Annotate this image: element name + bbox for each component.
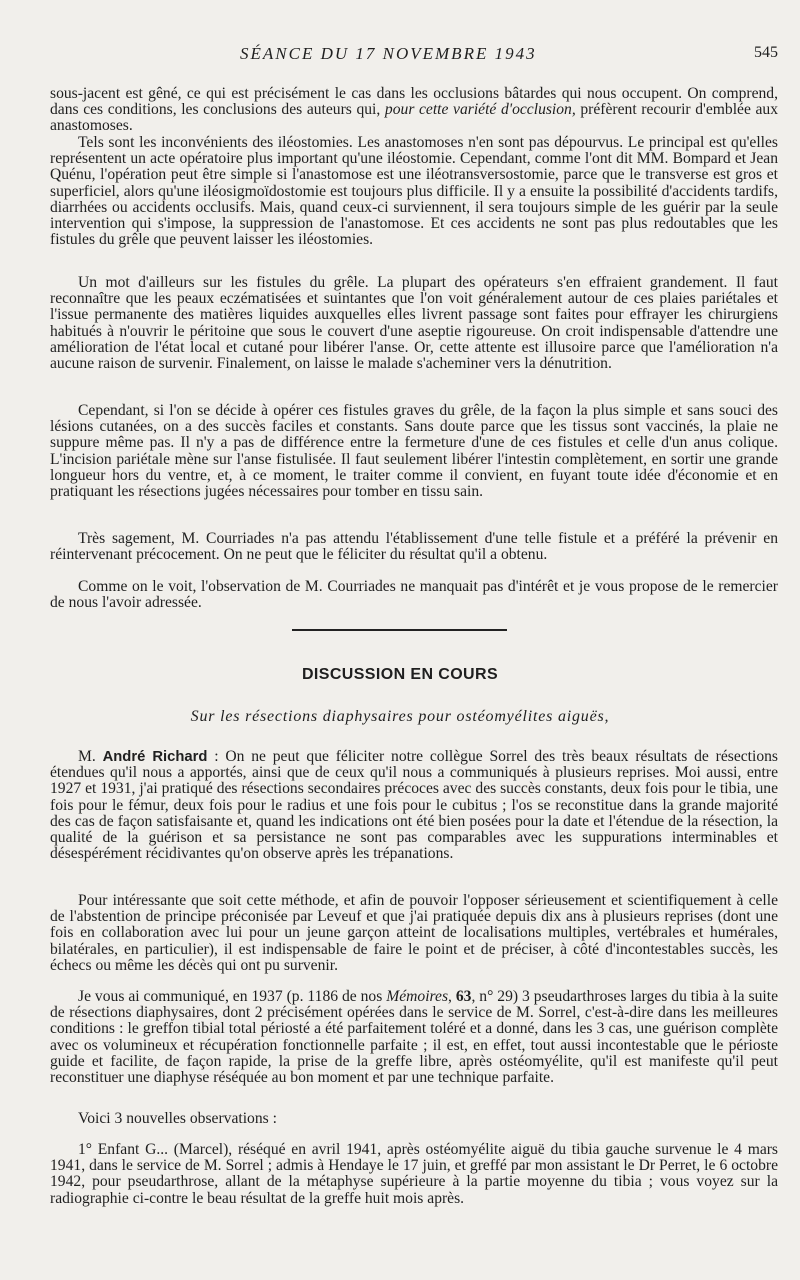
paragraph-text: préfèrent recourir d'emblée aux anastomoses.: [50, 101, 779, 135]
speaker-name: André Richard: [102, 749, 208, 765]
page-number: 545: [754, 44, 778, 61]
paragraph-conclusion: Comme on le voit, l'observation de M. Courriades ne manquait pas d'intérêt et je vous propose de le remercier de nous l'avoir adressée.: [50, 578, 778, 612]
paragraph-text: : On ne peut que féliciter notre collègue Sorrel des très beaux résultats de résections étendues qu'il nous a apportés, ainsi que de ceux qu'il nous a communiqués à plusieurs reprises. Moi aussi, entre 1927 et 1931, j'ai pratiqué des résections secondaires précoces avec des succès constants, deux fois pour le tibia, une fois pour le fémur, deux fois pour le radius et une fois pour le cubitus ; l'os se reconstitue dans la grande majorité des cas de façon satisfaisante et, quand les indications ont été bien posées pour la date et l'étendue de la résection, la qualité de la guérison et sa persistance ne sont pas comparables avec les suppurations interminables et désespérément récidivantes qu'on observe après les trépanations.: [50, 748, 778, 863]
running-title: SÉANCE DU 17 NOVEMBRE 1943: [240, 44, 537, 63]
section-divider: [292, 629, 507, 631]
running-head: [0, 44, 800, 68]
paragraph-methode: Pour intéressante que soit cette méthode, et afin de pouvoir l'opposer sérieusement et scientifiquement à celle de l'abstention de principe préconisée par Leveuf et que j'ai pratiquée depuis dix ans à plusieurs reprises (dont une fois en collaboration avec lui pour un jeune garçon atteint de localisations multiples, vertébrales et humérales, bilatérales, en particulier), il est indispensable de faire le point et de préciser, à côté d'incontestables succès, les échecs ou même les décès qui ont pu survenir.: [50, 892, 778, 974]
paragraph-observations: Voici 3 nouvelles observations :: [78, 1110, 277, 1127]
paragraph-text: Je vous ai communiqué, en 1937 (p. 1186 de nos: [78, 988, 387, 1005]
paragraph-courriades: Très sagement, M. Courriades n'a pas attendu l'établissement d'une telle fistule et a préféré la prévenir en réintervenant précocement. On ne peut que le féliciter du résultat qu'il a obtenu.: [50, 530, 778, 564]
paragraph-operer-fistules: Cependant, si l'on se décide à opérer ces fistules graves du grêle, de la façon la plus simple et sans souci des lésions cutanées, on a des succès faciles et constants. Sans doute parce que les tissus sont vaccinés, la plaie ne suppure même pas. Il n'y a pas de différence entre la fermeture d'une de ces fistules et celle d'un anus colique. L'incision pariétale mène sur l'anse fistulisée. Il faut seulement libérer l'intestin complètement, en sortir une grande longueur hors du ventre, et, à ce moment, le traiter comme il convient, en fuyant toute idée d'économie et en pratiquant les résections jugées nécessaires pour tomber en tissu sain.: [50, 402, 778, 501]
volume-number: 63: [455, 988, 472, 1005]
speaker-prefix: M.: [78, 748, 103, 765]
section-heading: DISCUSSION EN COURS: [301, 666, 499, 683]
paragraph-communique: Je vous ai communiqué, en 1937 (p. 1186 de nos Mémoires, 63, n° 29) 3 pseudarthroses larges du tibia à la suite de résections diaphysaires, dont 2 précisément opérées dans le service de M. Sorrel, c'est-à-dire dans les meilleures conditions : le greffon tibial total périosté a été parfaitement toléré et a donné, dans les 3 cas, une guérison complète avec os volumineux et récupération fonctionnelle parfaite ; il est, en effet, tout aussi incontestable que le périoste guide et facilite, de façon rapide, la prise de la greffe libre, après ostéomyélite, qu'il est manifeste qu'il peut reconstituer une diaphyse réséquée au bon moment et par une technique parfaite.: [50, 988, 778, 1087]
paragraph-fistules: Un mot d'ailleurs sur les fistules du grêle. La plupart des opérateurs s'en effraient grandement. Il faut reconnaître que les peaux eczématisées et suintantes que l'on voit généralement autour de ces plaies pariétales et l'issue permanente des matières liquides auxquelles elles livrent passage sont faites pour effrayer les chirurgiens habitués à n'ouvrir le péritoine que sous le couvert d'une aseptie rigoureuse. On croit indispensable d'attendre une amélioration de l'état local et cutané pour libérer l'anse. Or, cette attente est illusoire parce que l'amélioration n'a aucune raison de survenir. Finalement, on laisse le malade s'acheminer vers la dénutrition.: [50, 274, 778, 373]
paragraph-occlusions: [50, 86, 778, 135]
paragraph-richard-intro: [50, 749, 778, 862]
paragraph-inconvenients: Tels sont les inconvénients des iléostomies. Les anastomoses n'en sont pas dépourvus. Le principal est qu'elles représentent un acte opératoire plus important qu'une iléostomie. Cependant, comme l'ont dit MM. Bompard et Jean Quénu, l'opération peut être simple si l'anastomose est une iléotransversostomie, parce que le transverse est gros et superficiel, alors qu'une iléosigmoïdostomie est toujours plus difficile. Il y a ensuite la possibilité d'accidents tardifs, diarrhées ou accidents occlusifs. Mais, quand ceux-ci surviennent, il sera toujours simple de les guérir par la seule intervention qui s'impose, la suppression de l'anastomose. Et ces accidents ne sont pas plus redoutables que les fistules du grêle que peuvent laisser les iléostomies.: [50, 134, 778, 249]
journal-title: Mémoires: [386, 988, 449, 1005]
paragraph-italic: pour cette variété d'occlusion,: [384, 101, 576, 119]
observation-1: 1° Enfant G... (Marcel), réséqué en avril 1941, après ostéomyélite aiguë du tibia gauche survenue le 4 mars 1941, dans le service de M. Sorrel ; admis à Hendaye le 17 juin, et greffé par mon assistant le Dr Perret, le 6 octobre 1942, pour pseudarthrose, allant de la métaphyse supérieure à la partie moyenne du tibia ; vous voyez sur la radiographie ci-contre le beau résultat de la greffe huit mois après.: [50, 1141, 778, 1207]
paragraph-text: , n° 29) 3 pseudarthroses larges du tibia à la suite de résections diaphysaires, dont 2 précisément opérées dans le service de M. Sorrel, c'est-à-dire dans les meilleures conditions : le greffon tibial total périosté a été parfaitement toléré et a donné, dans les 3 cas, une guérison complète avec os volumineux et récupération fonctionnelle parfaite ; il est, en effet, tout aussi incontestable que le périoste guide et facilite, de façon rapide, la prise de la greffe libre, après ostéomyélite, qu'il est manifeste qu'il peut reconstituer une diaphyse réséquée au bon moment et par une technique parfaite.: [50, 988, 778, 1087]
section-subtitle: Sur les résections diaphysaires pour ostéomyélites aiguës,: [190, 708, 610, 725]
paragraph-text: sous-jacent est gêné, ce qui est précisément le cas dans les occlusions bâtardes qui nous occupent. On comprend, dans ces conditions, les conclusions des auteurs qui,: [50, 85, 778, 119]
